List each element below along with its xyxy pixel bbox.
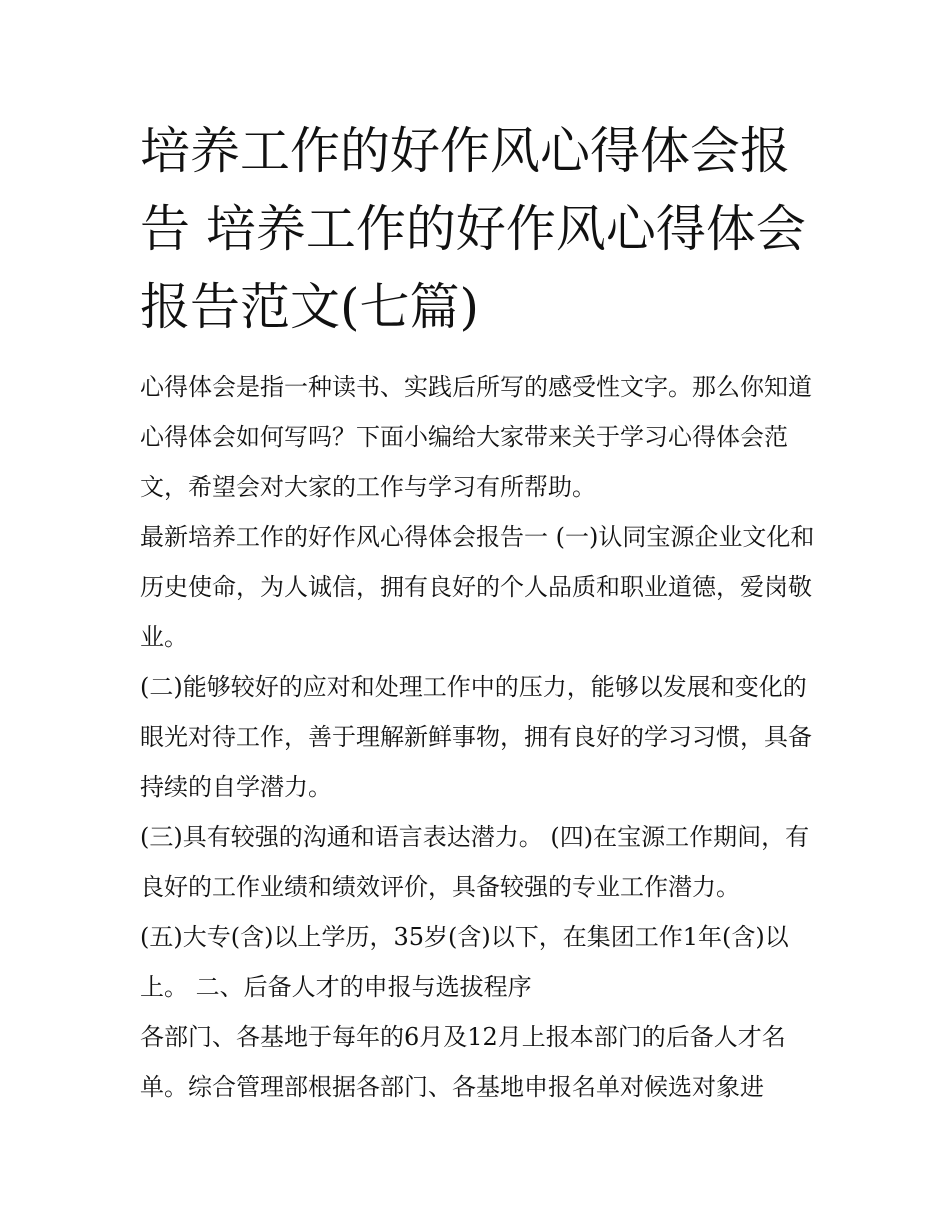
paragraph-intro: 心得体会是指一种读书、实践后所写的感受性文字。那么你知道心得体会如何写吗？下面小编给大家带来关于学习心得体会范文，希望会对大家的工作与学习有所帮助。 [140, 373, 812, 501]
document-title: 培养工作的好作风心得体会报告 培养工作的好作风心得体会报告范文(七篇) [140, 122, 806, 336]
paragraph-item-5: (五)大专(含)以上学历，35岁(含)以下，在集团工作1年(含)以上。 二、后备人才的申报与选拔程序 [140, 923, 789, 1001]
paragraph-item-2: (二)能够较好的应对和处理工作中的压力，能够以发展和变化的眼光对待工作，善于理解新鲜事物，拥有良好的学习习惯，具备持续的自学潜力。 [140, 673, 812, 801]
document-page [140, 112, 820, 1112]
paragraph-item-3-4: (三)具有较强的沟通和语言表达潜力。 (四)在宝源工作期间，有良好的工作业绩和绩效评价，具备较强的专业工作潜力。 [140, 823, 810, 901]
paragraph-selection-process: 各部门、各基地于每年的6月及12月上报本部门的后备人才名单。综合管理部根据各部门、各基地申报名单对候选对象进 [140, 1023, 786, 1101]
paragraph-item-1: 最新培养工作的好作风心得体会报告一 (一)认同宝源企业文化和历史使命，为人诚信，拥有良好的个人品质和职业道德，爱岗敬业。 [140, 523, 815, 651]
